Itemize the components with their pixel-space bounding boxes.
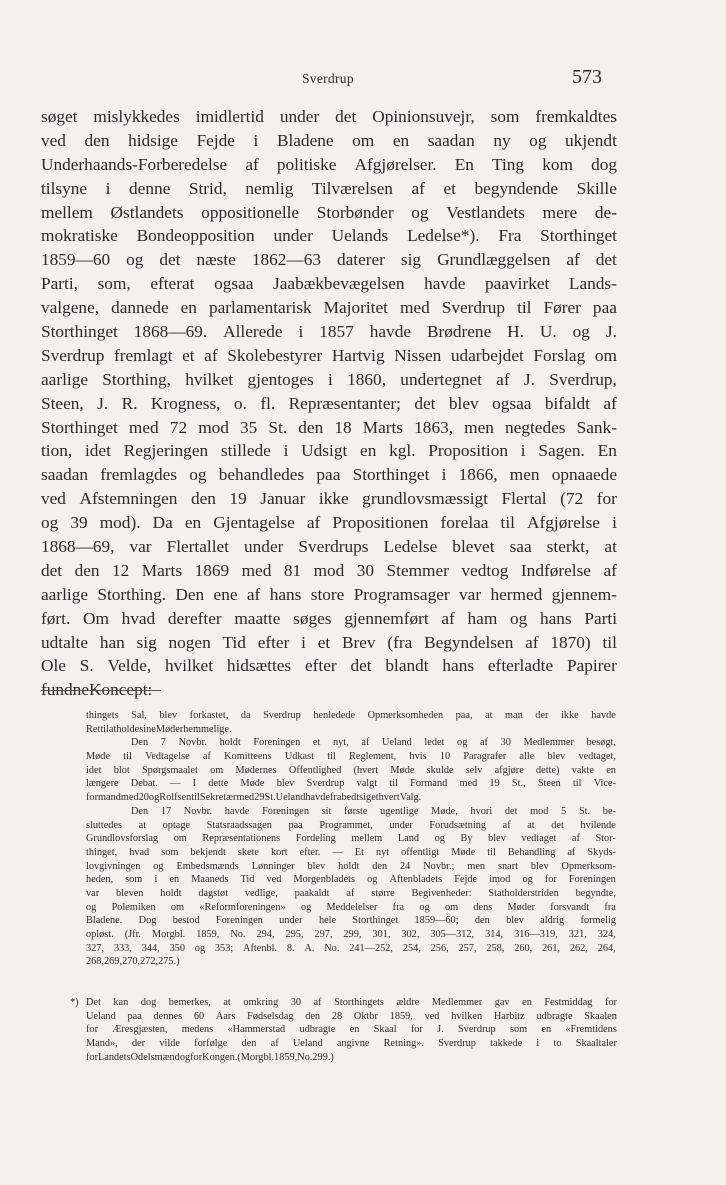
text-line: tion, idet Regjeringen stillede i Udsigt en kgl. Proposition i Sagen. En <box>41 441 617 461</box>
page-header <box>0 66 726 96</box>
footnote-line: Ret til at holde sine Møder hemmelige. <box>86 723 232 735</box>
footnote-line: lovgivningen og Embedsmænds Lønninger blev holdt den 24 Novbr.; men snart blev Opmerksom- <box>86 860 616 872</box>
text-line: ved Afstemningen den 19 Januar ikke grundlovsmæssigt Flertal (72 for <box>41 489 617 509</box>
text-line: Storthinget med 72 mod 35 St. den 18 Marts 1863, men negtedes Sank- <box>41 417 617 437</box>
footnote-line: sluttedes at optage Statsraadssagen paa Programmet, under Forudsætning af at det hvilende <box>86 819 616 831</box>
footnote-line: og Polemiken om «Reformforeningen» og Meddelelser fra og om dens Møder forsvandt fra <box>86 901 616 913</box>
footnote-line: for Landets Odelsmænd og for Kongen. (Morgbl. 1859, No. 299.) <box>86 1051 334 1063</box>
footnote-line: thingets Sal, blev forkastet, da Sverdrup henledede Opmerksomheden paa, at man der ikke havde <box>86 710 616 721</box>
text-line: aarlige Storthing, hvilket gjentoges i 1860, undertegnet af J. Sverdrup, <box>41 369 617 389</box>
footnote-line: *) Det kan dog bemerkes, at omkring 30 af Storthingets ældre Medlemmer gav en Festmiddag for <box>70 997 617 1008</box>
text-line: mokratiske Bondeopposition under Uelands Ledelse*). Fra Storthinget <box>41 226 617 246</box>
footnote-line: 268, 269, 270, 272, 275.) <box>86 956 180 968</box>
footnote-line: formand med 20 og Rolfsen til Sekretær med 29 St. Ueland havde frabedt sig ethvert Valg. <box>86 792 422 804</box>
text-line: saadan fremlagdes og behandledes paa Storthinget i 1866, men opnaaede <box>41 465 617 485</box>
footnote-line: Bladene. Dog bestod Foreningen under hele Storthinget 1859—60; den blev aldrig formelig <box>86 915 616 927</box>
text-line: og 39 mod). Da en Gjentagelse af Propositionen forelaa til Afgjørelse i <box>41 513 617 533</box>
footnote-marker: *) <box>70 997 79 1008</box>
text-line: Sverdrup fremlagt et af Skolebestyrer Hartvig Nissen udarbejdet Forslag om <box>41 345 617 365</box>
footnote-line: opløst. (Jfr. Morgbl. 1859, No. 294, 295, 297, 299, 301, 302, 305—312, 314, 316—319, 321, 324, <box>86 929 616 940</box>
text-line: Steen, J. R. Krogness, o. fl. Repræsentanter; det blev ogsaa bifaldt af <box>41 393 617 413</box>
running-title: Sverdrup <box>302 71 354 86</box>
footnote-line: var bleven holdt dagstøt vedlige, paakaldt af større Begivenheder: Statholderstriden begyndte, <box>86 887 616 899</box>
footnote-line: Mand», der vilde forfølge den af Ueland angivne Retning». Sverdrup takkede i to Skaaltaler <box>86 1038 617 1050</box>
footnote-line: Ueland paa dennes 60 Aars Fødselsdag den 28 Oktbr 1859, ved hvilken Harbitz udbragte Skaalen <box>86 1010 617 1022</box>
footnote-line: Den 17 Novbr. havde Foreningen sit første ugentlige Møde, hvori det mod 5 St. be- <box>131 805 616 817</box>
footnote-line: Grundlovsforslag om Repræsentationens Fordeling mellem Land og By blev vedtaget af Stor- <box>86 833 616 845</box>
text-line: Underhaands-Forberedelse af politiske Afgjørelser. En Ting kom dog <box>41 154 617 174</box>
text-line: valgene, dannede en parlamentarisk Majoritet med Sverdrup til Fører paa <box>41 298 617 318</box>
text-line: Ole S. Velde, hvilket hidsættes efter det blandt hans efterladte Papirer <box>41 656 617 676</box>
footnote-line: for Æresgjæsten, medens «Hammerstad udbragte en Skaal for J. Sverdrup som en «Fremtidens <box>86 1024 617 1036</box>
text-line: Parti, som, efterat ogsaa Jaabækbevægelsen havde paavirket Lands- <box>41 274 617 294</box>
footnote-line: heden, som i en Maaneds Tid ved Morgenbladets og Aftenbladets Fejde imod og for Foreningen <box>86 874 616 886</box>
text-line: ført. Om hvad derefter maatte søges gjennemført af ham og hans Parti <box>41 608 617 628</box>
text-line: tilsyne i denne Strid, nemlig Tilværelsen af et begyndende Skille <box>41 178 617 198</box>
text-line: udtalte han sig nogen Tid efter i et Brev (fra Begyndelsen af 1870) til <box>41 632 617 652</box>
footnote-line: thinget, hvad som bekjendt skete kort efter. — Et nyt offentligt Møde til Behandling af Skyds- <box>86 846 616 858</box>
text-line: 1859—60 og det næste 1862—63 daterer sig Grundlæggelsen af det <box>41 250 617 270</box>
text-line: aarlige Storthing. Den ene af hans store Programsager var hermed gjennem- <box>41 584 617 604</box>
text-line: mellem Østlandets oppositionelle Storbønder og Vestlandets mere de- <box>41 202 617 222</box>
footnote-line: Den 7 Novbr. holdt Foreningen et nyt, af Ueland ledet og af 30 Medlemmer besøgt, <box>131 737 616 749</box>
footnote-line: Møde til Vedtagelse af Komitteens Udkast til Reglement, hvis 10 Paragrafer alle blev vedtaget, <box>86 751 616 763</box>
text-line: ved den hidsige Fejde i Bladene om en saadan ny og ukjendt <box>41 130 617 150</box>
page-number: 573 <box>572 66 602 88</box>
footnote-star <box>70 996 617 1064</box>
text-line: det den 12 Marts 1869 med 81 mod 30 Stemmer vedtog Indførelse af <box>41 560 617 580</box>
main-text <box>41 105 617 702</box>
footnote-separator <box>41 690 161 691</box>
footnote-line: længere Debat. — I dette Møde blev Sverdrup valgt til Formand med 19 St., Steen til Vice- <box>86 778 616 790</box>
text-line: 1868—69, var Flertallet under Sverdrups Ledelse blevet saa sterkt, at <box>41 537 617 557</box>
text-line: Storthinget 1868—69. Allerede i 1857 havde Brødrene H. U. og J. <box>41 322 617 342</box>
footnote-line: idet blot Spørgsmaalet om Mødernes Offentlighed (hvert Møde skulde selv afgjøre dette) vakte en <box>86 764 616 776</box>
footnote-line: 327, 333, 344, 350 og 353; Aftenbl. 8. A. No. 241—252, 254, 256, 257, 258, 260, 261, 262, 264, <box>86 942 616 954</box>
text-line: søget mislykkedes imidlertid under det Opinionsuvejr, som fremkaldtes <box>41 107 617 126</box>
text-line: fundne Koncept: <box>41 680 153 700</box>
footnote-continued <box>86 709 616 969</box>
